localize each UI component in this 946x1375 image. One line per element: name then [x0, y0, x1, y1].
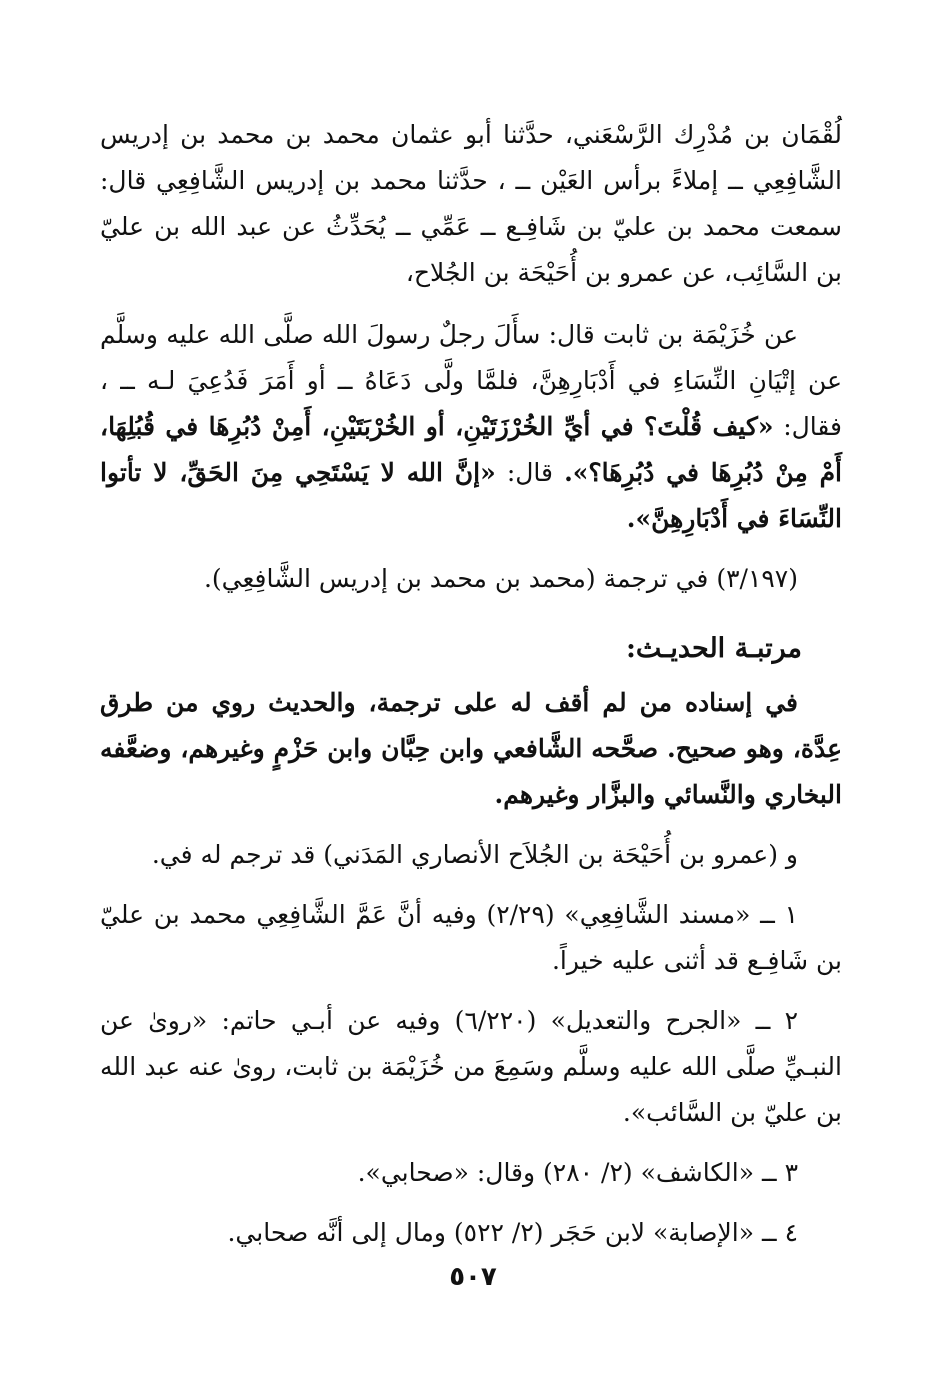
page-body [100, 112, 842, 1270]
matn-qala: قال: [506, 458, 553, 487]
matn-quote: «كيف قُلْتَ؟ في أيِّ الخُرْزَتَيْنِ، أو الخُرْبَتَيْنِ، أَمِنْ دُبُرِهَا في قُبُلِهَا، أَمْ مِنْ دُبُرِهَا في دُبُرِهَا؟». [100, 412, 842, 487]
matn-paragraph [100, 312, 842, 542]
list-item-1: ١ ــ «مسند الشَّافِعِي» (٢/٢٩) وفيه أنَّ عَمَّ الشَّافِعِي محمد بن عليّ بن شَافِـع قد أثنى عليه خيراً. [100, 900, 842, 975]
matn-quote-2: «إنَّ الله لا يَسْتَحِي مِنَ الحَقِّ، لا تأتوا النِّسَاءَ في أَدْبَارِهِنَّ». [100, 458, 842, 533]
list-item-2: ٢ ــ «الجرح والتعديل» (٦/٢٢٠) وفيه عن أبـي حاتم: «روىٰ عن النبـيِّ صلَّى الله عليه وسلَّم وسَمِعَ من خُزَيْمَة بن ثابت، روىٰ عنه عبد الله بن عليّ بن السَّائب». [100, 1006, 842, 1127]
ruling-paragraph: في إسناده من لم أقف له على ترجمة، والحديث روي من طرق عِدَّة، وهو صحيح. صحَّحه الشَّافعي وابن حِبَّان وابن حَزْمٍ وغيرهم، وضعَّفه البخاري والنَّسائي والبزَّار وغيرهم. [100, 688, 842, 809]
list-item-4: ٤ ــ «الإصابة» لابن حَجَر (٢/ ٥٢٢) ومال إلى أنَّه صحابي. [227, 1218, 798, 1247]
page-number: ٥٠٧ [449, 1262, 497, 1292]
reference-line: (٣/١٩٧) في ترجمة (محمد بن محمد بن إدريس الشَّافِعِي). [203, 564, 798, 593]
section-heading: مرتبـة الحديـث: [625, 633, 802, 664]
list-item-3: ٣ ــ «الكاشف» (٢/ ٢٨٠) وقال: «صحابي». [357, 1158, 798, 1187]
matn-intro: عن خُزَيْمَة بن ثابت قال: سأَلَ رجلٌ رسولَ الله صلَّى الله عليه وسلَّم عن إتْيَانِ النِّسَاءِ في أَدْبَارِهِنَّ، فلمَّا ولَّى دَعَاهُ ــ أو أَمَرَ فَدُعِيَ لـه ــ ، فقال: [100, 320, 842, 441]
isnad-paragraph: لُقْمَان بن مُدْرِك الرَّسْعَني، حدَّثنا أبو عثمان محمد بن محمد بن إدريس الشَّافِعِي ــ إملاءً برأس العَيْن ــ ، حدَّثنا محمد بن إدريس الشَّافِعِي قال: سمعت محمد بن عليّ بن شَافِـع ــ عَمِّي ــ يُحَدِّثُ عن عبد الله بن عليّ بن السَّائِب، عن عمرو بن أُحَيْحَة بن الجُلاح، [100, 120, 842, 287]
biography-intro: و (عمرو بن أُحَيْحَة بن الجُلاَح الأنصاري المَدَني) قد ترجم له في. [151, 840, 798, 869]
